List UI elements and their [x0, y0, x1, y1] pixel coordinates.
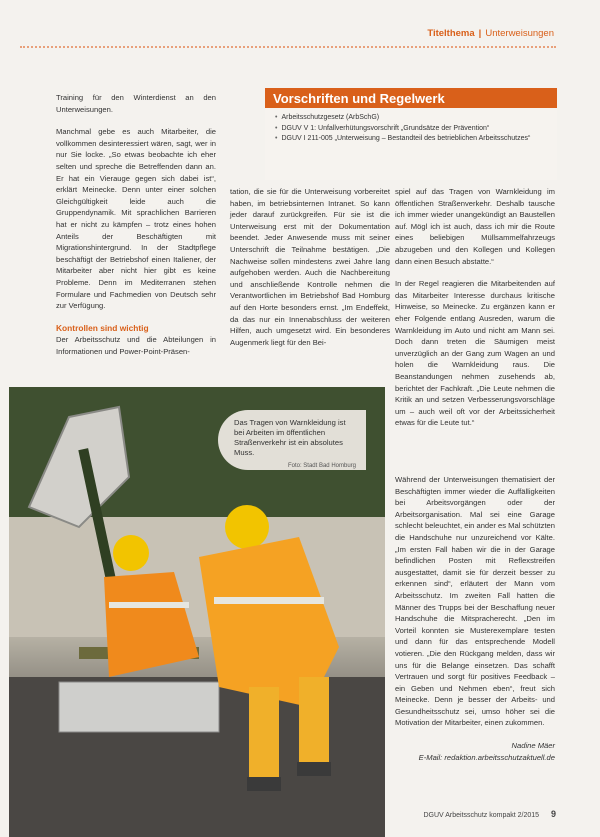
journal-title: DGUV Arbeitsschutz kompakt 2/2015	[423, 812, 540, 819]
regulation-item: • DGUV V 1: Unfallverhütungsvorschrift „Grundsätze der Prävention“	[275, 124, 547, 135]
paragraph: In der Regel reagieren die Mitarbeitenden auf das Mitarbeiter Interesse durchaus kritische Hinweise, so Meinecke. Zu ergänzen kann er eher Folgende entlang Ausreden, warum die Warnkleidung im Auto und nicht am Mann sei. Doch dann treten die Säumigen meist unverzüglich an der Gang zum Wagen an und holen die Warnkleidung raus. Die Beanstandungen nehmen zusehends ab, berichtet der Fachkraft. „Die Leute nehmen die Kritik an und setzen Verbesserungsvorschläge um – auch weil oft vor der Arbeitssicherheit etwas für die Leute tut.“	[395, 279, 555, 428]
worker-right-leg	[299, 677, 329, 767]
worker-right-leg	[249, 687, 279, 787]
caption-text: Das Tragen von Warnkleidung ist bei Arbeiten im öffentlichen Straßenverkehr ist ein absolutes Muss.	[234, 418, 346, 457]
regulation-item: • Arbeitsschutzgesetz (ArbSchG)	[275, 113, 547, 124]
author-name: Nadine Mäer	[511, 741, 555, 751]
paragraph: spiel auf das Tragen von Warnkleidung im öffentlichen Straßenverkehr. Deshalb tausche ich immer wieder unangekündigt an Baustellen auf. Mögl ich ist auch, dass ich mir die Route eines beliebigen Müllsammelfahrzeugs abzugeben und den Kollegen und Kollegen dann einen Besuch abstatte.“	[395, 187, 555, 266]
curb-stone	[59, 682, 219, 732]
reflective-stripe	[109, 602, 189, 608]
reflective-stripe	[214, 597, 324, 604]
subheading-kontrollen: Kontrollen sind wichtig	[56, 322, 149, 333]
regulation-item: • DGUV I 211-005 „Unterweisung – Bestandteil des betrieblichen Arbeitsschutzes“	[275, 134, 547, 145]
header-separator: |	[478, 28, 482, 39]
boot	[297, 762, 331, 776]
section-label: Titelthema	[427, 28, 475, 39]
author-email: E-Mail: redaktion.arbeitsschutzaktuell.de	[418, 752, 555, 762]
boot	[247, 777, 281, 791]
page-header	[427, 28, 554, 39]
header-dotted-rule	[20, 46, 556, 48]
column-1	[56, 92, 216, 368]
paragraph: Der Arbeitsschutz und die Abteilungen in Informationen und Power-Point-Präsen-	[56, 335, 216, 356]
paragraph: Während der Unterweisungen thematisiert der Beschäftigten immer wieder die Auffälligkeiten bei Arbeitsvorgängen oder der Arbeitsorganisation. Mal sei eine Garage schlecht beleuchtet, ein ander es Mal schützten die Handschuhe nur unzureichend vor Kälte. „Im ersten Fall haben wir die in der Garage befindlichen Posten mit Reflexstreifen ausgestattet, damit sie für derzeit besser zu erkennen sind“, erläutert der Mann vom Arbeitsschutz. Im zweiten Fall hatten die Männer des Trupps bei der Beschaffung neuer Handschuhe die Mitspracherecht. „Den im Vorteil konnten sie Musterexemplare testen und dann für das entsprechende Modell votieren. „Die den Rückgang melden, dass wir uns für die Belange einsetzen. Das schafft Vertrauen und sorgt für positives Feedback – ein Geben und Nehmen eben“, freut sich Meinecke. Denn je besser der Arbeits- und Gesundheitsschutz sei, umso höher sei die Motivation der Mitarbeiter, einen zukommen.	[395, 475, 555, 728]
infobox-title: Vorschriften und Regelwerk	[265, 88, 557, 108]
page-number: 9	[550, 809, 556, 819]
regulations-list	[265, 108, 557, 150]
column-2	[230, 186, 390, 359]
paragraph: Manchmal gebe es auch Mitarbeiter, die vollkommen desinteressiert wären, sagt, wer in nur Sie locke. „So etwas beobachte ich eher selten und spreche die Betreffenden dann an. Er hat ein Vierauge gegen sich dabei ist“, erklärt Meinecke. Denn unter einer solchen Gleichgültigkeit leide auch die Gruppendynamik. Mit sprachlichen Barrieren hat er nicht zu kämpfen – trotz eines hohen Anteils der Beschäftigten mit Migrationshintergrund. In der Stadtpflege beschäftigt der Betriebshof einen Italiener, der Mitarbeiter aber nicht hier gibt es keine Probleme. Denn im Mediterranen stehen Formulare und Fachmedien von Deutsch sehr zur Verfügung.	[56, 127, 216, 311]
topic-label: Unterweisungen	[485, 28, 554, 39]
paragraph: tation, die sie für die Unterweisung vorbereitet haben, im betriebsinternen Intranet. So kann jeder darauf zurückgreifen. Für sie ist die Unterweisung erst mit der Dokumentation beendet. Jeder Anwesende muss mit seiner Unterschrift die Teilnahme bestätigen. „Die Nachweise sollen mindestens zwei Jahre lang aufgehoben werden. Auch die Nachbereitung und anschließende Kontrolle nehmen die Verantwortlichen im Betriebshof Bad Homburg auf den Horte besonders ernst. „Im Endeffekt, da das nur ein Innenabschluss der weiteren Hilfen, auch umgesetzt wird. Ein besonderes Augenmerk liegt für den Bei-	[230, 187, 390, 347]
paragraph: Training für den Winterdienst an den Unterweisungen.	[56, 93, 216, 114]
photo-caption	[218, 410, 366, 470]
column-3-top	[395, 186, 555, 440]
regulations-infobox	[265, 88, 557, 180]
photo-credit: Foto: Stadt Bad Homburg	[287, 463, 356, 469]
helmet-left	[113, 535, 149, 571]
page-footer	[423, 809, 556, 819]
column-3-bottom	[395, 474, 555, 763]
helmet-right	[225, 505, 269, 549]
